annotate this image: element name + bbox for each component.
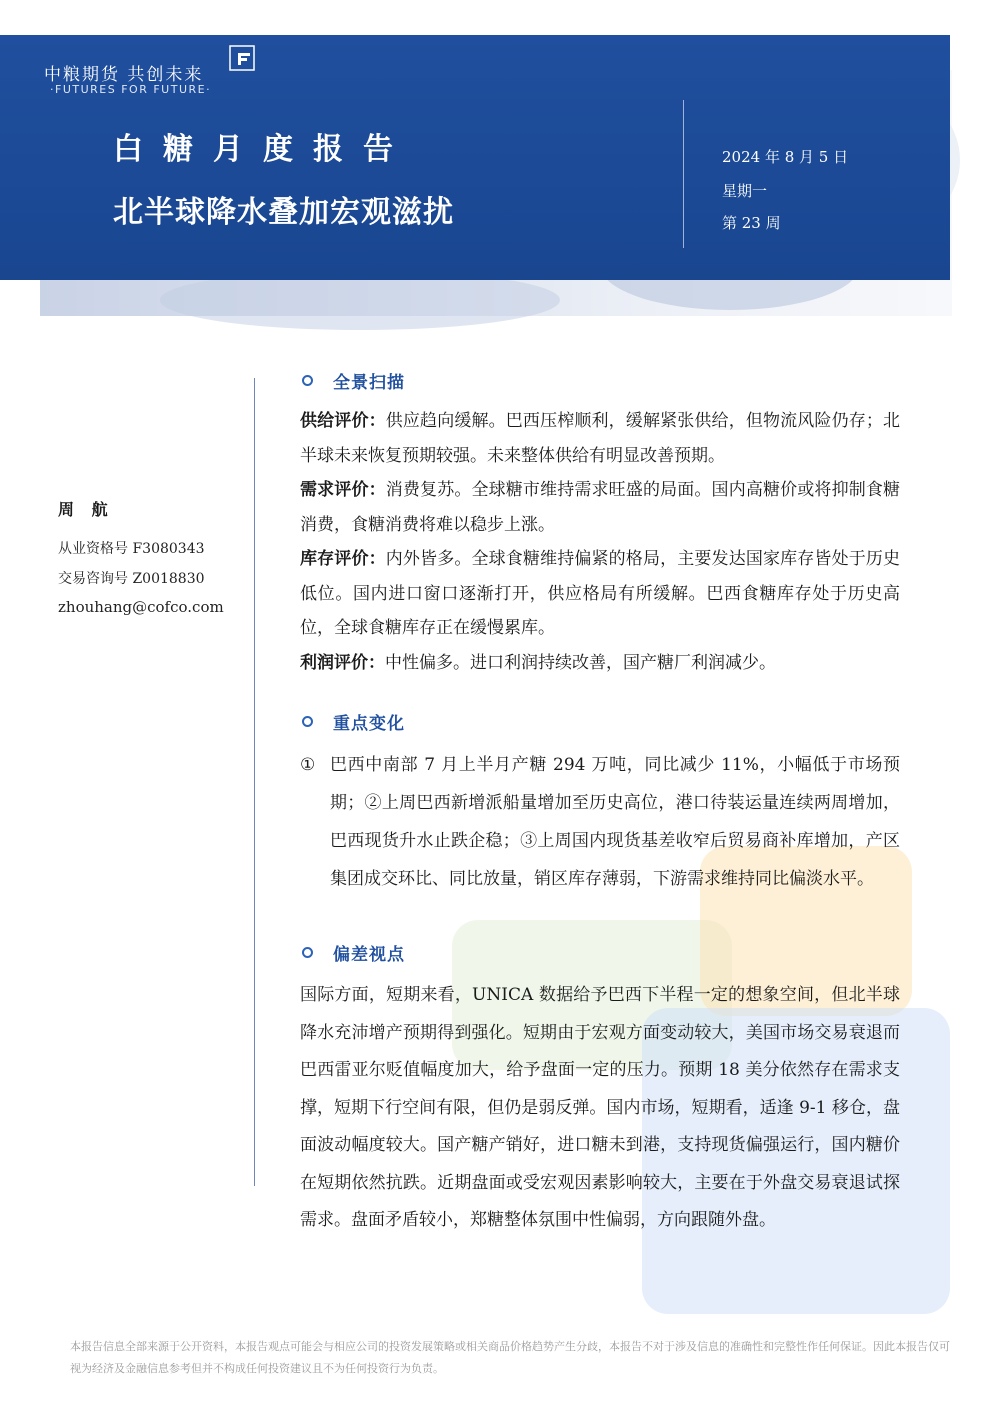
section-title: 全景扫描 [333,373,405,393]
report-weekday: 星期一 [722,182,768,200]
disclaimer: 本报告信息全部来源于公开资料，本报告观点可能会与相应公司的投资发展策略或相关商品价格趋势产生分歧，本报告不对于涉及信息的准确性和完整性作任何保证。因此本报告仅可视为经济及金融信息参考但并不构成任何投资建议且不为任何投资行为负责。 [70,1340,950,1375]
section-header-changes [302,709,405,734]
section-header-overview [302,368,405,393]
author-consult-number: 交易咨询号 Z0018830 [58,571,205,587]
stock-evaluation [300,542,900,646]
supply-text: 供应趋向缓解。巴西压榨顺利，缓解紧张供给，但物流风险仍存；北半球未来恢复预期较强。未来整体供给有明显改善预期。 [300,411,901,466]
company-logo-icon [228,44,256,72]
report-subtitle: 北半球降水叠加宏观滋扰 [113,195,454,230]
section-header-deviation [302,940,405,965]
company-logo-text: 中粮期货 共创未来 [44,65,204,85]
section-title: 偏差视点 [333,945,405,965]
key-changes-text: 巴西中南部 7 月上半月产糖 294 万吨，同比减少 11%，小幅低于市场预期；②上周巴西新增派船量增加至历史高位，港口待装运量连续两周增加，巴西现货升水止跌企稳；③上周国内现货基差收窄后贸易商补库增加，产区集团成交环比、同比放量，销区库存薄弱，下游需求维持同比偏淡水平。 [330,755,900,889]
stock-text: 内外皆多。全球食糖维持偏紧的格局，主要发达国家库存皆处于历史低位。国内进口窗口逐渐打开，供应格局有所缓解。巴西食糖库存处于历史高位，全球食糖库存正在缓慢累库。 [300,549,901,638]
profit-label: 利润评价： [300,652,385,673]
overview-block [300,404,900,680]
author-name: 周 航 [58,500,114,519]
report-title: 白糖月度报告 [113,132,413,167]
report-week: 第 23 周 [722,214,781,232]
section-title: 重点变化 [333,714,405,734]
demand-evaluation [300,473,900,542]
bullet-circle-icon [302,716,313,727]
sidebar-divider [254,378,255,1186]
deviation-text: 国际方面，短期来看，UNICA 数据给予巴西下半程一定的想象空间，但北半球降水充沛增产预期得到强化。短期由于宏观方面变动较大，美国市场交易衰退而巴西雷亚尔贬值幅度加大，给予盘面一定的压力。预期 18 美分依然存在需求支撑，短期下行空间有限，但仍是弱反弹。国内市场，短期看，适逢 9-1 移仓，盘面波动幅度较大。国产糖产销好，进口糖未到港，支持现货偏强运行，国内糖价在短期依然抗跌。近期盘面或受宏观因素影响较大，主要在于外盘交易衰退试探需求。盘面矛盾较小，郑糖整体氛围中性偏弱，方向跟随外盘。 [300,985,900,1230]
demand-text: 消费复苏。全球糖市维持需求旺盛的局面。国内高糖价或将抑制食糖消费，食糖消费将难以稳步上涨。 [300,480,901,535]
company-slogan: ·FUTURES FOR FUTURE· [50,83,212,96]
stock-label: 库存评价： [300,549,386,569]
report-date: 2024 年 8 月 5 日 [722,148,849,166]
bullet-circle-icon [302,947,313,958]
demand-label: 需求评价： [300,480,386,500]
author-license: 从业资格号 F3080343 [58,541,205,557]
profit-evaluation [300,646,900,681]
supply-label: 供给评价： [300,411,386,431]
author-email[interactable]: zhouhang@cofco.com [58,598,224,616]
bullet-circle-icon [302,375,313,386]
item-number: ① [300,755,316,775]
profit-text: 中性偏多。进口利润持续改善，国产糖厂利润减少。 [385,652,776,673]
key-changes-block [300,746,900,898]
header-divider [683,100,684,248]
supply-evaluation [300,404,900,473]
